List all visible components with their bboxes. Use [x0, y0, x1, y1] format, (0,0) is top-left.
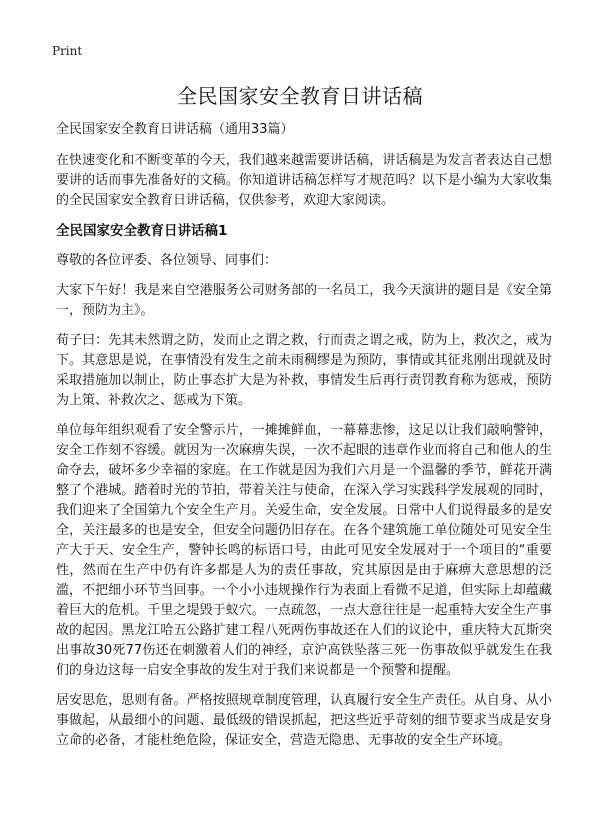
article-body [56, 120, 552, 761]
paragraph-greeting: 大家下午好！我是来自空港服务公司财务部的一名员工，我今天演讲的题目是《安全第一，预防为主》。 [56, 283, 552, 318]
paragraph-salutation: 尊敬的各位评委、各位领导、同事们： [56, 253, 278, 268]
paragraph-preparedness: 居安思危，思则有备。严格按照规章制度管理，认真履行安全生产责任。从自身、从小事做起，从最细小的问题、最低级的错误抓起，把这些近乎苛刻的细节要求当成是安身立命的必备，才能杜绝危险，保证安全，营造无隐患、无事故的安全生产环境。 [56, 693, 552, 748]
paragraph-safety-warning: 单位每年组织观看了安全警示片，一摊摊鲜血，一幕幕悲惨，这足以让我们敲响警钟，安全工作刻不容缓。就因为一次麻痹失误，一次不起眼的违章作业而将自己和他人的生命夺去，破坏多少幸福的家庭。在工作就是因为我们六月是一个温馨的季节，鲜花开满整了个港城。踏着时光的节拍，带着关注与使命，在深入学习实践科学发展观的同时，我们迎来了全国第九个安全生产月。关爱生命，安全发展。日常中人们说得最多的是安全，关注最多的也是安全，但安全问题仍旧存在。在各个建筑施工单位随处可见安全生产大于天、安全生产，警钟长鸣的标语口号，由此可见安全发展对于一个项目的“重要性，然而在生产中仍有许多都是人为的责任事故，究其原因是由于麻痹大意思想的泛滥，不把细小环节当回事。一个小小违规操作行为表面上看微不足道，但实际上却蕴藏着巨大的危机。千里之堤毁于蚁穴。一点疏忽，一点大意往往是一起重特大安全生产事故的起因。黑龙江哈五公路扩建工程八死两伤事故还在人们的议论中，重庆特大瓦斯突出事故30死77伤还在刺激着人们的神经，京沪高铁坠落三死一伤事故似乎就发生在我们的身边这每一启安全事故的发生对于我们来说都是一个预警和提醒。 [56, 423, 552, 678]
speech-section-1 [56, 221, 552, 751]
paragraph-xunzi-quote: 荀子曰：先其未然谓之防，发而止之谓之救，行而责之谓之戒，防为上，救次之，戒为下。其意思是说，在事情没有发生之前未雨稠缪是为预防，事情或其征兆刚出现就及时采取措施加以制止，防止事态扩大是为补救，事情发生后再行责罚教育称为惩戒，预防为上策、补救次之、惩戒为下策。 [56, 333, 552, 408]
page-title: 全民国家安全教育日讲话稿 [177, 84, 423, 108]
article-subtitle: 全民国家安全教育日讲话稿（通用33篇） [56, 122, 294, 137]
print-link[interactable]: Print [52, 44, 83, 58]
intro-paragraph: 在快速变化和不断变革的今天，我们越来越需要讲话稿，讲话稿是为发言者表达自己想要讲的话而事先准备好的文稿。你知道讲话稿怎样写才规范吗？以下是小编为大家收集的全民国家安全教育日讲话稿，仅供参考，欢迎大家阅读。 [56, 153, 552, 208]
section-heading: 全民国家安全教育日讲话稿1 [56, 223, 228, 239]
